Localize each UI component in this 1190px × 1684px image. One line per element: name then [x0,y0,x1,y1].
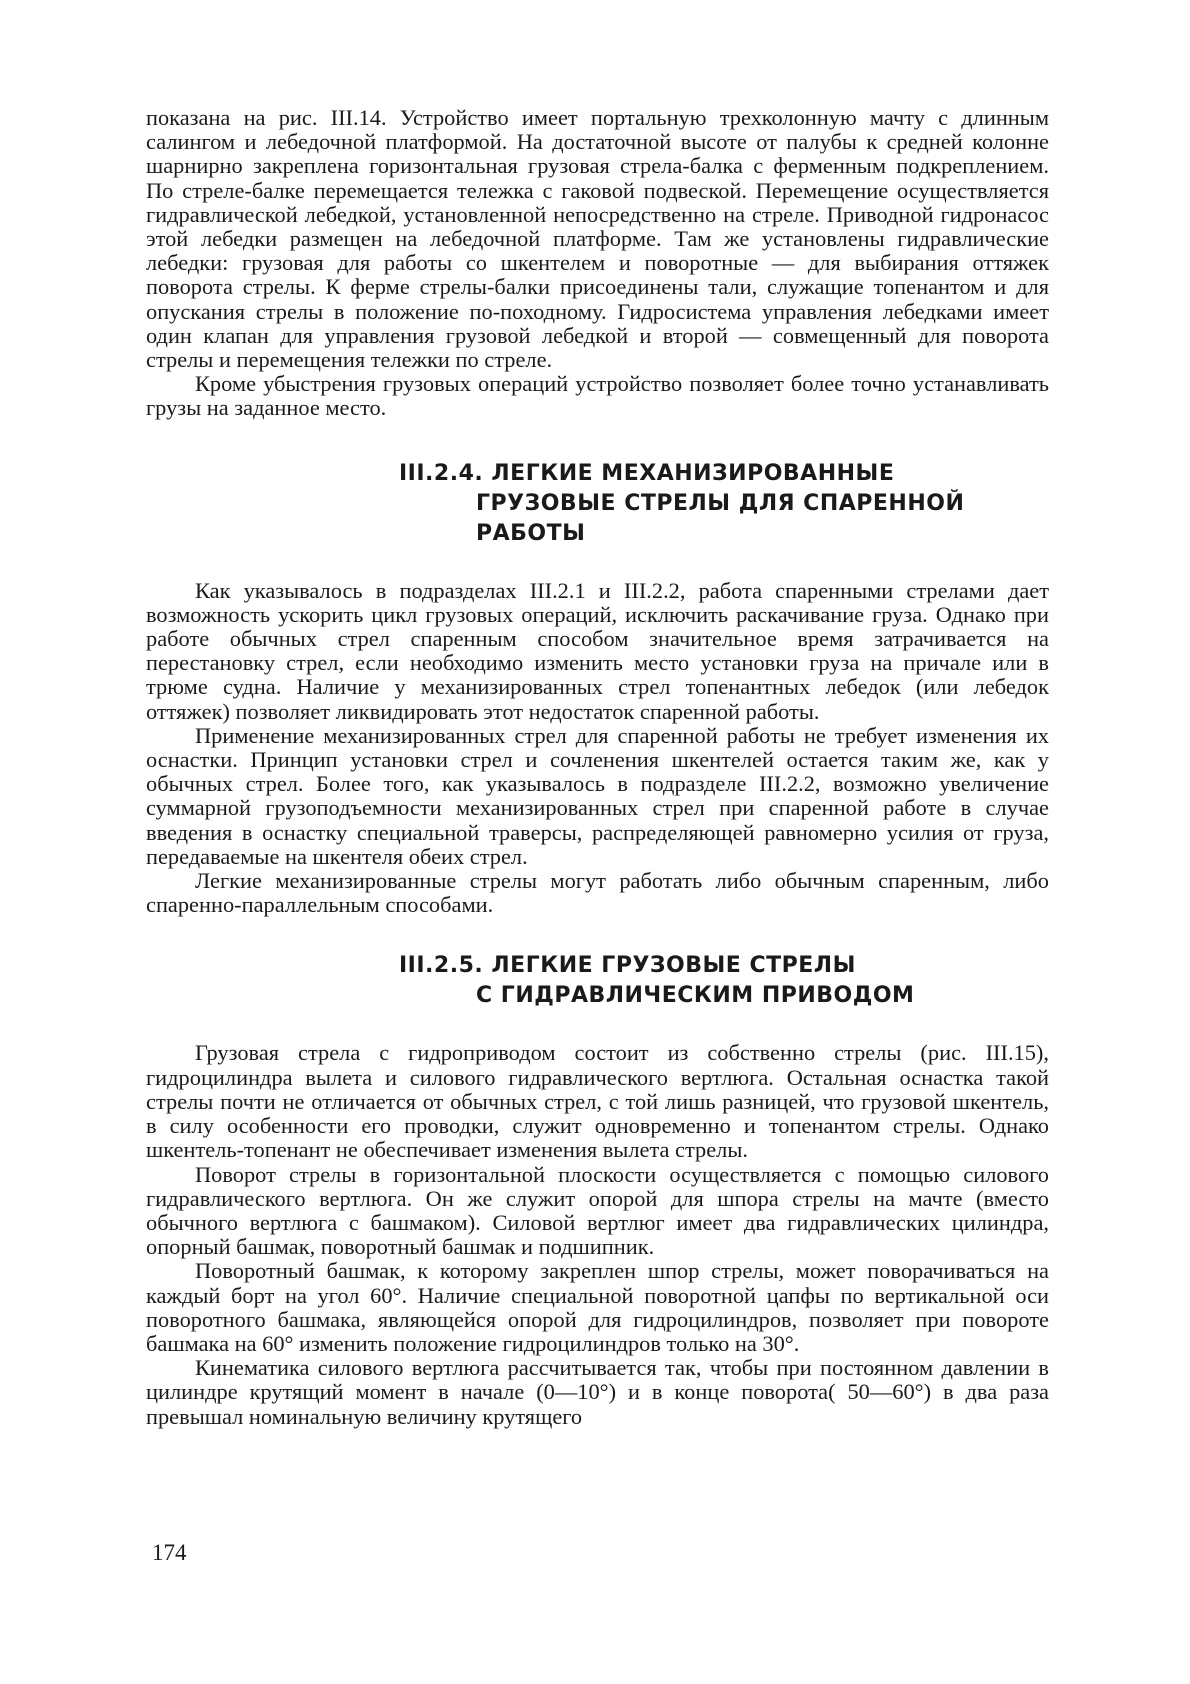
paragraph: Легкие механизированные стрелы могут работать либо обычным спаренным, либо спаренно-параллельным способами. [146,868,1049,918]
section-heading-line: III.2.5. ЛЕГКИЕ ГРУЗОВЫЕ СТРЕЛЫ [399,953,856,979]
paragraph: Как указывалось в подразделах III.2.1 и III.2.2, работа спаренными стрелами дает возможность ускорить цикл грузовых операций, исключить раскачивание груза. Однако при работе обычных стрел спаренным способом значительное время затрачивается на перестановку стрел, если необходимо изменить место установки груза на причале или в трюме судна. Наличие у механизированных стрел топенантных лебедок (или лебедок оттяжек) позволяет ликвидировать этот недостаток спаренной работы. [146,577,1049,724]
paragraph: Применение механизированных стрел для спаренной работы не требует изменения их оснастки. Принцип установки стрел и сочленения шкентелей остается таким же, как у обычных стрел. Более того, как указывалось в подразделе III.2.2, возможно увеличение суммарной грузоподъемности механизированных стрел при спаренной работе в случае введения в оснастку специальной траверсы, распределяющей равномерно усилия от груза, передаваемые на шкентеля обеих стрел. [146,722,1049,869]
page-number: 174 [152,1540,187,1565]
paragraph: показана на рис. III.14. Устройство имеет портальную трехколонную мачту с длинным салингом и лебедочной платформой. На достаточной высоте от палубы к средней колонне шарнирно закреплена горизонтальная грузовая стрела-балка с ферменным подкреплением. По стреле-балке перемещается тележка с гаковой подвеской. Перемещение осуществляется гидравлической лебедкой, установленной непосредственно на стреле. Приводной гидронасос этой лебедки размещен на лебедочной платформе. Там же установлены гидравлические лебедки: грузовая для работы со шкентелем и поворотные — для выбирания оттяжек поворота стрелы. К ферме стрелы-балки присоединены тали, служащие топенантом и для опускания стрелы в положение по-походному. Гидросистема управления лебедками имеет один клапан для управления грузовой лебедкой и второй — совмещенный для поворота стрелы и перемещения тележки по стреле. [146,105,1049,373]
paragraph: Кинематика силового вертлюга рассчитывается так, чтобы при постоянном давлении в цилиндре крутящий момент в начале (0—10°) и в конце поворота( 50—60°) в два раза превышал номинальную величину крутящего [146,1355,1049,1429]
page-body [146,106,1049,1429]
section-heading [146,951,1049,1011]
paragraph: Грузовая стрела с гидроприводом состоит из собственно стрелы (рис. III.15), гидроцилиндра вылета и силового гидравлического вертлюга. Остальная оснастка такой стрелы почти не отличается от обычных стрел, с той лишь разницей, что грузовой шкентель, в силу особенности его проводки, служит одновременно и топенантом стрелы. Однако шкентель-топенант не обеспечивает изменения вылета стрелы. [146,1040,1049,1163]
section-heading-line: III.2.4. ЛЕГКИЕ МЕХАНИЗИРОВАННЫЕ [399,460,895,486]
paragraph: Поворотный башмак, к которому закреплен шпор стрелы, может поворачиваться на каждый борт на угол 60°. Наличие специальной поворотной цапфы по вертикальной оси поворотного башмака, являющейся опорой для гидроцилиндров, позволяет при повороте башмака на 60° изменить положение гидроцилиндров только на 30°. [146,1258,1049,1356]
section-heading-line: ГРУЗОВЫЕ СТРЕЛЫ ДЛЯ СПАРЕННОЙ РАБОТЫ [476,490,965,546]
section-heading [146,459,1049,549]
paragraph: Поворот стрелы в горизонтальной плоскости осуществляется с помощью силового гидравлического вертлюга. Он же служит опорой для шпора стрелы на мачте (вместо обычного вертлюга с башмаком). Силовой вертлюг имеет два гидравлических цилиндра, опорный башмак, поворотный башмак и подшипник. [146,1161,1049,1260]
section-heading-line: С ГИДРАВЛИЧЕСКИМ ПРИВОДОМ [476,983,915,1009]
paragraph: Кроме убыстрения грузовых операций устройство позволяет более точно устанавливать грузы на заданное место. [146,371,1049,421]
